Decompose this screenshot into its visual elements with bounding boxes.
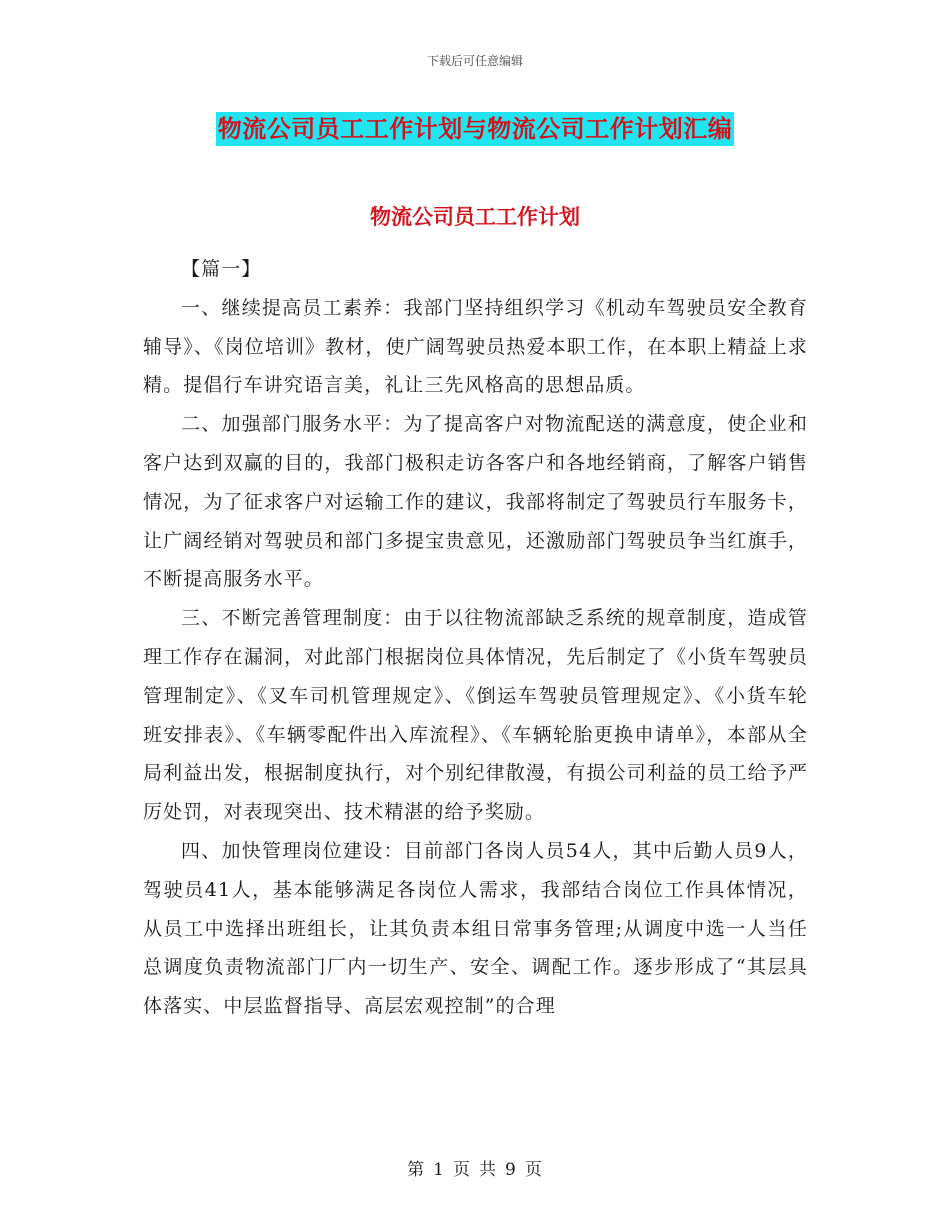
page-footer (0, 1155, 950, 1180)
section-tag: 【篇一】 (181, 258, 262, 280)
sub-title: 物流公司员工工作计划 (370, 204, 580, 229)
footer-total-pages: 9 (505, 1160, 517, 1180)
footer-label-ye2: 页 (524, 1160, 543, 1180)
paragraph-3: 三、不断完善管理制度：由于以往物流部缺乏系统的规章制度，造成管理工作存在漏洞，对此部门根据岗位具体情况，先后制定了《小货车驾驶员管理制定》、《叉车司机管理规定》、《倒运车驾驶员管理规定》、《小货车轮班安排表》、《车辆零配件出入库流程》、《车辆轮胎更换申请单》，本部从全局利益出发，根据制度执行，对个别纪律散漫，有损公司利益的员工给予严厉处罚，对表现突出、技术精湛的给予奖励。 (143, 607, 808, 824)
footer-label-total: 共 (479, 1160, 497, 1180)
document-body (143, 250, 808, 1026)
footer-label-page: 第 (407, 1160, 426, 1180)
paragraph-4: 四、加快管理岗位建设：目前部门各岗人员54人，其中后勤人员9人，驾驶员41人，基本能够满足各岗位人需求，我部结合岗位工作具体情况，从员工中选择出班组长，让其负责本组日常事务管理;从调度中选一人当任总调度负责物流部门厂内一切生产、安全、调配工作。逐步形成了“其层具体落实、中层监督指导、高层宏观控制”的合理 (143, 839, 808, 1018)
footer-current-page: 1 (433, 1160, 445, 1180)
main-title-wrap (0, 112, 950, 146)
header-note: 下载后可任意编辑 (426, 54, 523, 68)
footer-label-ye: 页 (453, 1160, 471, 1180)
paragraph-1: 一、继续提高员工素养：我部门坚持组织学习《机动车驾驶员安全教育辅导》、《岗位培训》教材，使广阔驾驶员热爱本职工作，在本职上精益上求精。提倡行车讲究语言美，礼让三先风格高的思想品质。 (143, 296, 808, 397)
paragraph-2: 二、加强部门服务水平：为了提高客户对物流配送的满意度，使企业和客户达到双赢的目的，我部门极积走访各客户和各地经销商，了解客户销售情况，为了征求客户对运输工作的建议，我部将制定了驾驶员行车服务卡，让广阔经销对驾驶员和部门多提宝贵意见，还激励部门驾驶员争当红旗手，不断提高服务水平。 (143, 413, 808, 591)
main-title: 物流公司员工工作计划与物流公司工作计划汇编 (216, 112, 735, 146)
